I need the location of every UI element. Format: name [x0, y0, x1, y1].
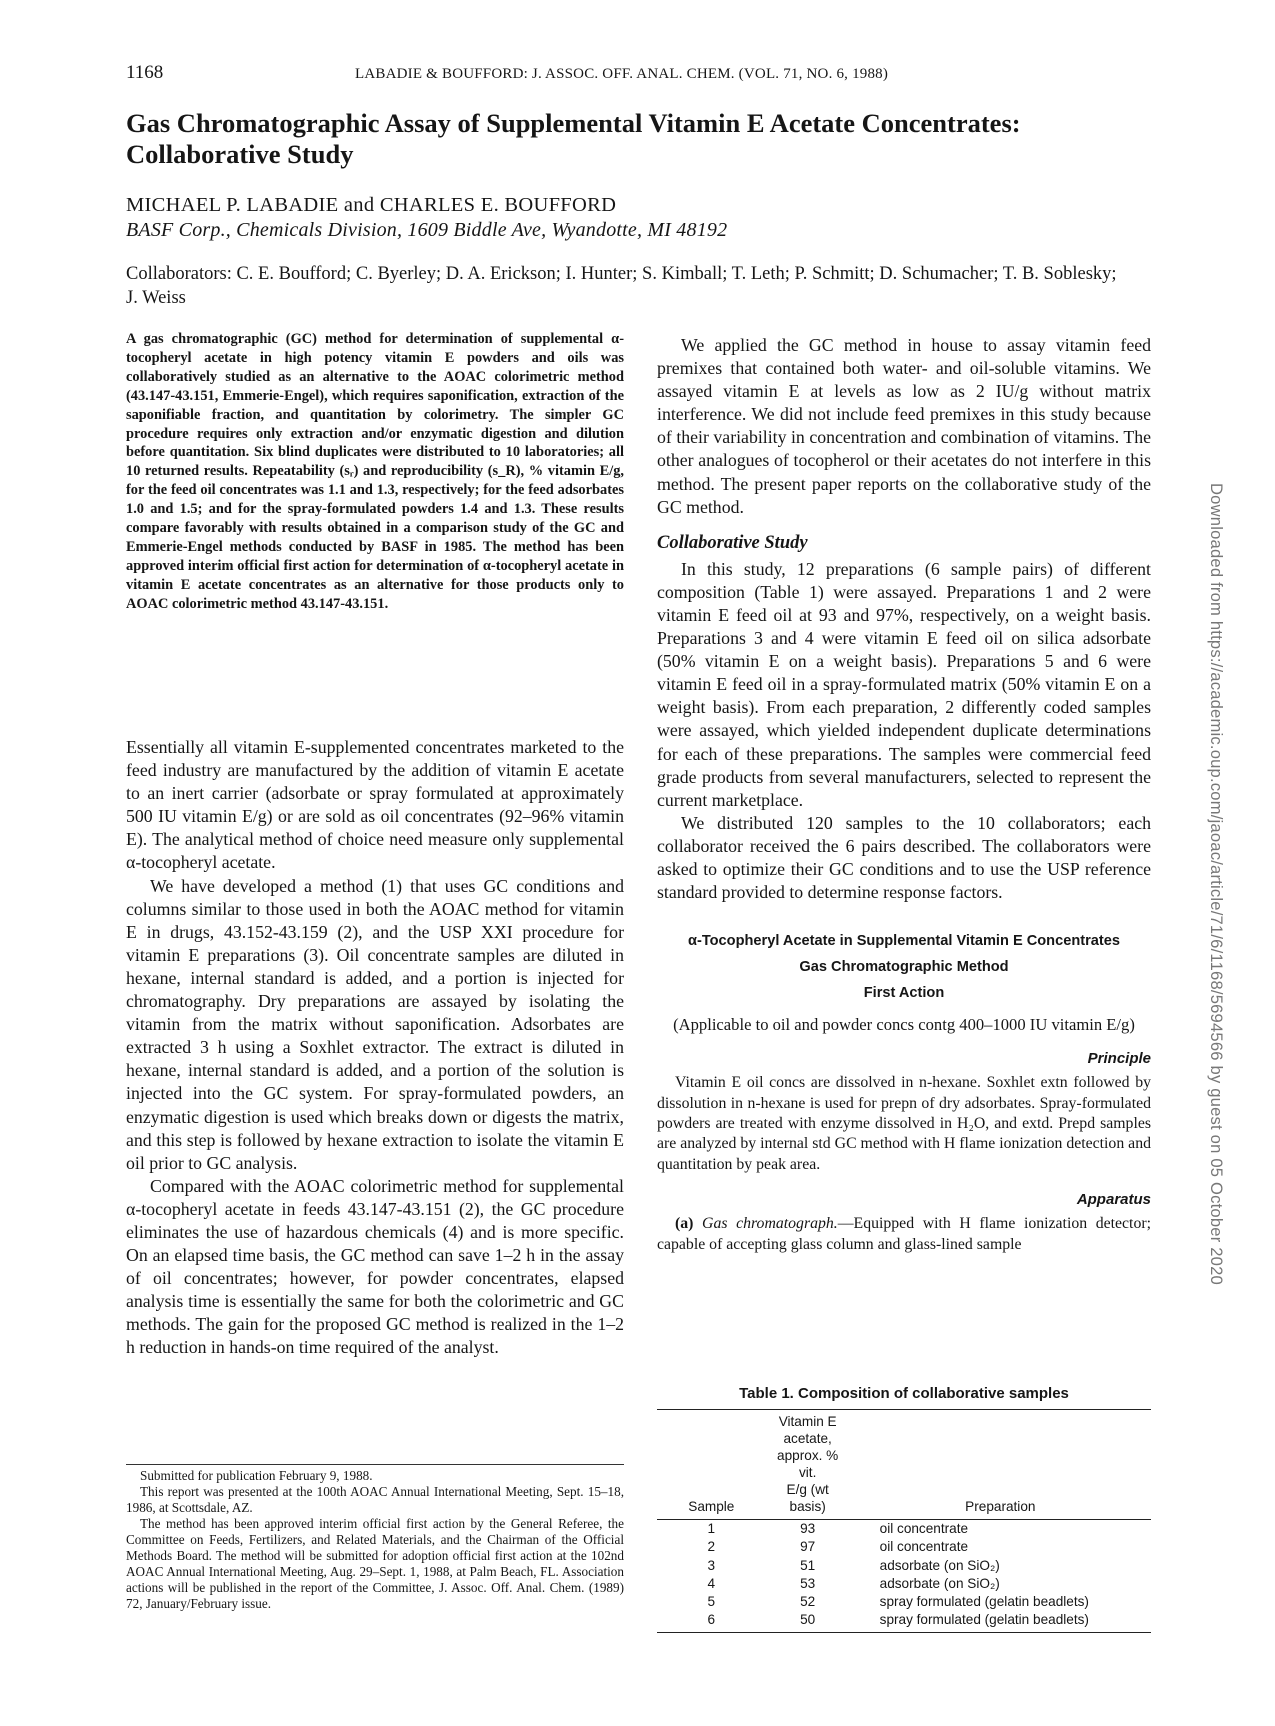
- cell-sample: 2: [707, 1539, 716, 1555]
- table-row: [657, 1557, 1151, 1575]
- header-vitamin-line: approx. % vit.: [777, 1448, 839, 1480]
- table-row: [657, 1593, 1151, 1611]
- download-notice: Downloaded from https://academic.oup.com/jaoac/article/71/6/1168/5694566 by guest on 05 October 2020: [1207, 483, 1226, 1285]
- composition-table: [657, 1409, 1151, 1633]
- body-paragraph: In this study, 12 preparations (6 sample pairs) of different composition (Table 1) were assayed. Preparations 1 and 2 were vitamin E feed oil at 93 and 97%, respectively, on a weight basis. Preparations 3 and 4 were vitamin E feed oil on silica adsorbate (50% vitamin E on a weight basis). Preparations 5 and 6 were vitamin E feed oil in a spray-formulated matrix (50% vitamin E on a weight basis). From each preparation, 2 differently coded samples were assayed, which yielded independent duplicate determinations for each of these preparations. The samples were commercial feed grade products from several manufacturers, selected to represent the current marketplace.: [657, 558, 1151, 810]
- table-row: [657, 1575, 1151, 1593]
- running-head: LABADIE & BOUFFORD: J. ASSOC. OFF. ANAL. CHEM. (VOL. 71, NO. 6, 1988): [355, 66, 889, 82]
- cell-sample: 6: [657, 1611, 766, 1632]
- body-paragraph: We have developed a method (1) that uses GC conditions and columns similar to those used in both the AOAC method for vitamin E in drugs, 43.152-43.159 (2), and the USP XXI procedure for vitamin E preparations (3). Oil concentrate samples are diluted in hexane, internal standard is added, and a portion is injected for chromatography. Dry preparations are assayed by isolating the vitamin from the matrix without saponification. Adsorbates are extracted 3 h using a Soxhlet extractor. The extract is diluted in hexane, internal standard is added, and a portion of the solution is injected into the GC system. For spray-formulated powders, an enzymatic digestion is used which breaks down or digests the matrix, and this step is followed by hexane extraction to isolate the vitamin E oil prior to GC analysis.: [126, 875, 624, 1173]
- principle-text: Vitamin E oil concs are dissolved in n-hexane. Soxhlet extn followed by dissolution in n-hexane is used for prepn of dry adsorbates. Spray-formulated powders are treated with enzyme dissolved in H₂O, and extd. Prepd samples are analyzed by internal std GC method with H flame ionization detection and quantitation by peak area.: [657, 1074, 1151, 1173]
- cell-sample: 5: [707, 1594, 716, 1610]
- cell-vitamin: 97: [800, 1539, 816, 1555]
- cell-sample: 4: [707, 1575, 716, 1591]
- page-number: 1168: [126, 62, 164, 83]
- header-vitamin-line: Vitamin E: [778, 1414, 837, 1429]
- cell-vitamin: 50: [766, 1611, 850, 1632]
- apparatus-label: (a): [675, 1215, 694, 1233]
- cell-sample: 1: [707, 1521, 716, 1536]
- cell-preparation: spray formulated (gelatin beadlets): [879, 1594, 1089, 1610]
- body-paragraph: We applied the GC method in house to assay vitamin feed premixes that contained both water- and oil-soluble vitamins. We assayed vitamin E at levels as low as 2 IU/g without matrix interference. We did not include feed premixes in this study because of their variability in concentration and combination of vitamins. The other analogues of tocopherol or their acetates do not interfere in this method. The present paper reports on the collaborative study of the GC method.: [657, 335, 1151, 517]
- method-title: α-Tocopheryl Acetate in Supplemental Vitamin E Concentrates: [687, 933, 1120, 950]
- cell-preparation: adsorbate (on SiO₂): [879, 1575, 1000, 1591]
- footnotes: [126, 1468, 624, 1612]
- body-paragraph: Compared with the AOAC colorimetric method for supplemental α-tocopheryl acetate in feeds 43.147-43.151 (2), the GC procedure eliminates the use of hazardous chemicals (4) and is more specific. On an elapsed time basis, the GC method can save 1–2 h in the assay of oil concentrates; however, for powder concentrates, elapsed analysis time is essentially the same for both the colorimetric and GC methods. The gain for the proposed GC method is realized in the 1–2 h reduction in hands-on time required of the analyst.: [126, 1175, 624, 1358]
- footnote: This report was presented at the 100th AOAC Annual International Meeting, Sept. 15–18, 1986, at Scottsdale, AZ.: [126, 1484, 624, 1515]
- table-row: [657, 1611, 1151, 1632]
- body-right-column: [657, 334, 1151, 1255]
- header-preparation: Preparation: [850, 1410, 1151, 1520]
- table-caption: Table 1. Composition of collaborative samples: [739, 1385, 1069, 1402]
- header-vitamin: [766, 1410, 850, 1520]
- cell-vitamin: 53: [800, 1575, 816, 1591]
- cell-vitamin: 51: [800, 1557, 816, 1573]
- body-paragraph: Essentially all vitamin E-supplemented concentrates marketed to the feed industry are manufactured by the addition of vitamin E acetate to an inert carrier (adsorbate or spray formulated at approximately 500 IU vitamin E/g) or are sold as oil concentrates (92–96% vitamin E). The analytical method of choice need measure only supplemental α-tocopheryl acetate.: [126, 737, 624, 873]
- cell-preparation: oil concentrate: [879, 1521, 969, 1536]
- article-title: Gas Chromatographic Assay of Supplemental Vitamin E Acetate Concentrates: Collaborative Study: [126, 108, 1021, 169]
- footnote: Submitted for publication February 9, 1988.: [140, 1468, 373, 1483]
- cell-vitamin: 93: [800, 1521, 816, 1536]
- method-applicability: (Applicable to oil and powder concs contg 400–1000 IU vitamin E/g): [673, 1015, 1135, 1035]
- apparatus-heading: Apparatus: [1076, 1191, 1151, 1209]
- footnote: The method has been approved interim official first action by the General Referee, the Committee on Feeds, Fertilizers, and Related Materials, and the Chairman of the Official Methods Board. The method will be submitted for adoption official first action at the 102nd AOAC Annual International Meeting, Aug. 29–Sept. 1, 1988, at Palm Beach, FL. Association actions will be published in the report of the Committee, J. Assoc. Off. Anal. Chem. (1989) 72, January/February issue.: [126, 1516, 624, 1611]
- table-header-row: [657, 1410, 1151, 1520]
- header-vitamin-line: E/g (wt basis): [786, 1482, 829, 1514]
- cell-vitamin: 52: [800, 1594, 816, 1610]
- authors: MICHAEL P. LABADIE and CHARLES E. BOUFFORD: [126, 194, 617, 216]
- affiliation: BASF Corp., Chemicals Division, 1609 Biddle Ave, Wyandotte, MI 48192: [126, 219, 728, 241]
- header-vitamin-line: acetate,: [783, 1431, 832, 1446]
- table-1: [657, 1385, 1151, 1633]
- cell-preparation: spray formulated (gelatin beadlets): [850, 1611, 1151, 1632]
- apparatus-item-name: Gas chromatograph.: [702, 1215, 838, 1233]
- cell-sample: 3: [707, 1557, 716, 1573]
- section-heading-collaborative-study: Collaborative Study: [657, 532, 808, 553]
- principle-heading: Principle: [1087, 1050, 1151, 1068]
- header-sample: Sample: [657, 1410, 766, 1520]
- apparatus-item-a: [657, 1214, 1151, 1255]
- table-row: [657, 1538, 1151, 1556]
- body-paragraph: We distributed 120 samples to the 10 collaborators; each collaborator received the 6 pairs described. The collaborators were asked to optimize their GC conditions and to use the USP reference standard provided to determine response factors.: [657, 812, 1151, 903]
- method-action: First Action: [863, 985, 945, 1002]
- footnote-divider: [126, 1464, 624, 1465]
- apparatus-item-text: —Equipped with H flame ionization detector; capable of accepting glass column and glass-lined sample: [657, 1215, 1151, 1253]
- collaborators: Collaborators: C. E. Boufford; C. Byerley; D. A. Erickson; I. Hunter; S. Kimball; T. Leth; P. Schmitt; D. Schumacher; T. B. Soblesky; J. Weiss: [126, 264, 1117, 308]
- cell-preparation: oil concentrate: [879, 1539, 969, 1555]
- method-subtitle: Gas Chromatographic Method: [799, 959, 1009, 976]
- body-left-column: [126, 736, 624, 1360]
- cell-preparation: adsorbate (on SiO₂): [879, 1557, 1000, 1573]
- table-row: [657, 1520, 1151, 1539]
- abstract: A gas chromatographic (GC) method for determination of supplemental α-tocopheryl acetate in high potency vitamin E powders and oils was collaboratively studied as an alternative to the AOAC colorimetric method (43.147-43.151, Emmerie-Engel), which requires saponification, extraction of the saponifiable fraction, and quantitation by colorimetry. The simpler GC procedure requires only extraction and/or enzymatic digestion and dilution before quantitation. Six blind duplicates were distributed to 10 laboratories; all 10 returned results. Repeatability (sᵣ) and reproducibility (s_R), % vitamin E/g, for the feed oil concentrates was 1.1 and 1.3, respectively; for the feed adsorbates 1.0 and 1.5; and for the spray-formulated powders 1.4 and 1.3. These results compare favorably with results obtained in a comparison study of the GC and Emmerie-Engel methods conducted by BASF in 1985. The method has been approved interim official first action for determination of α-tocopheryl acetate in vitamin E acetate concentrates as an alternative for those products only to AOAC colorimetric method 43.147-43.151.: [126, 331, 624, 612]
